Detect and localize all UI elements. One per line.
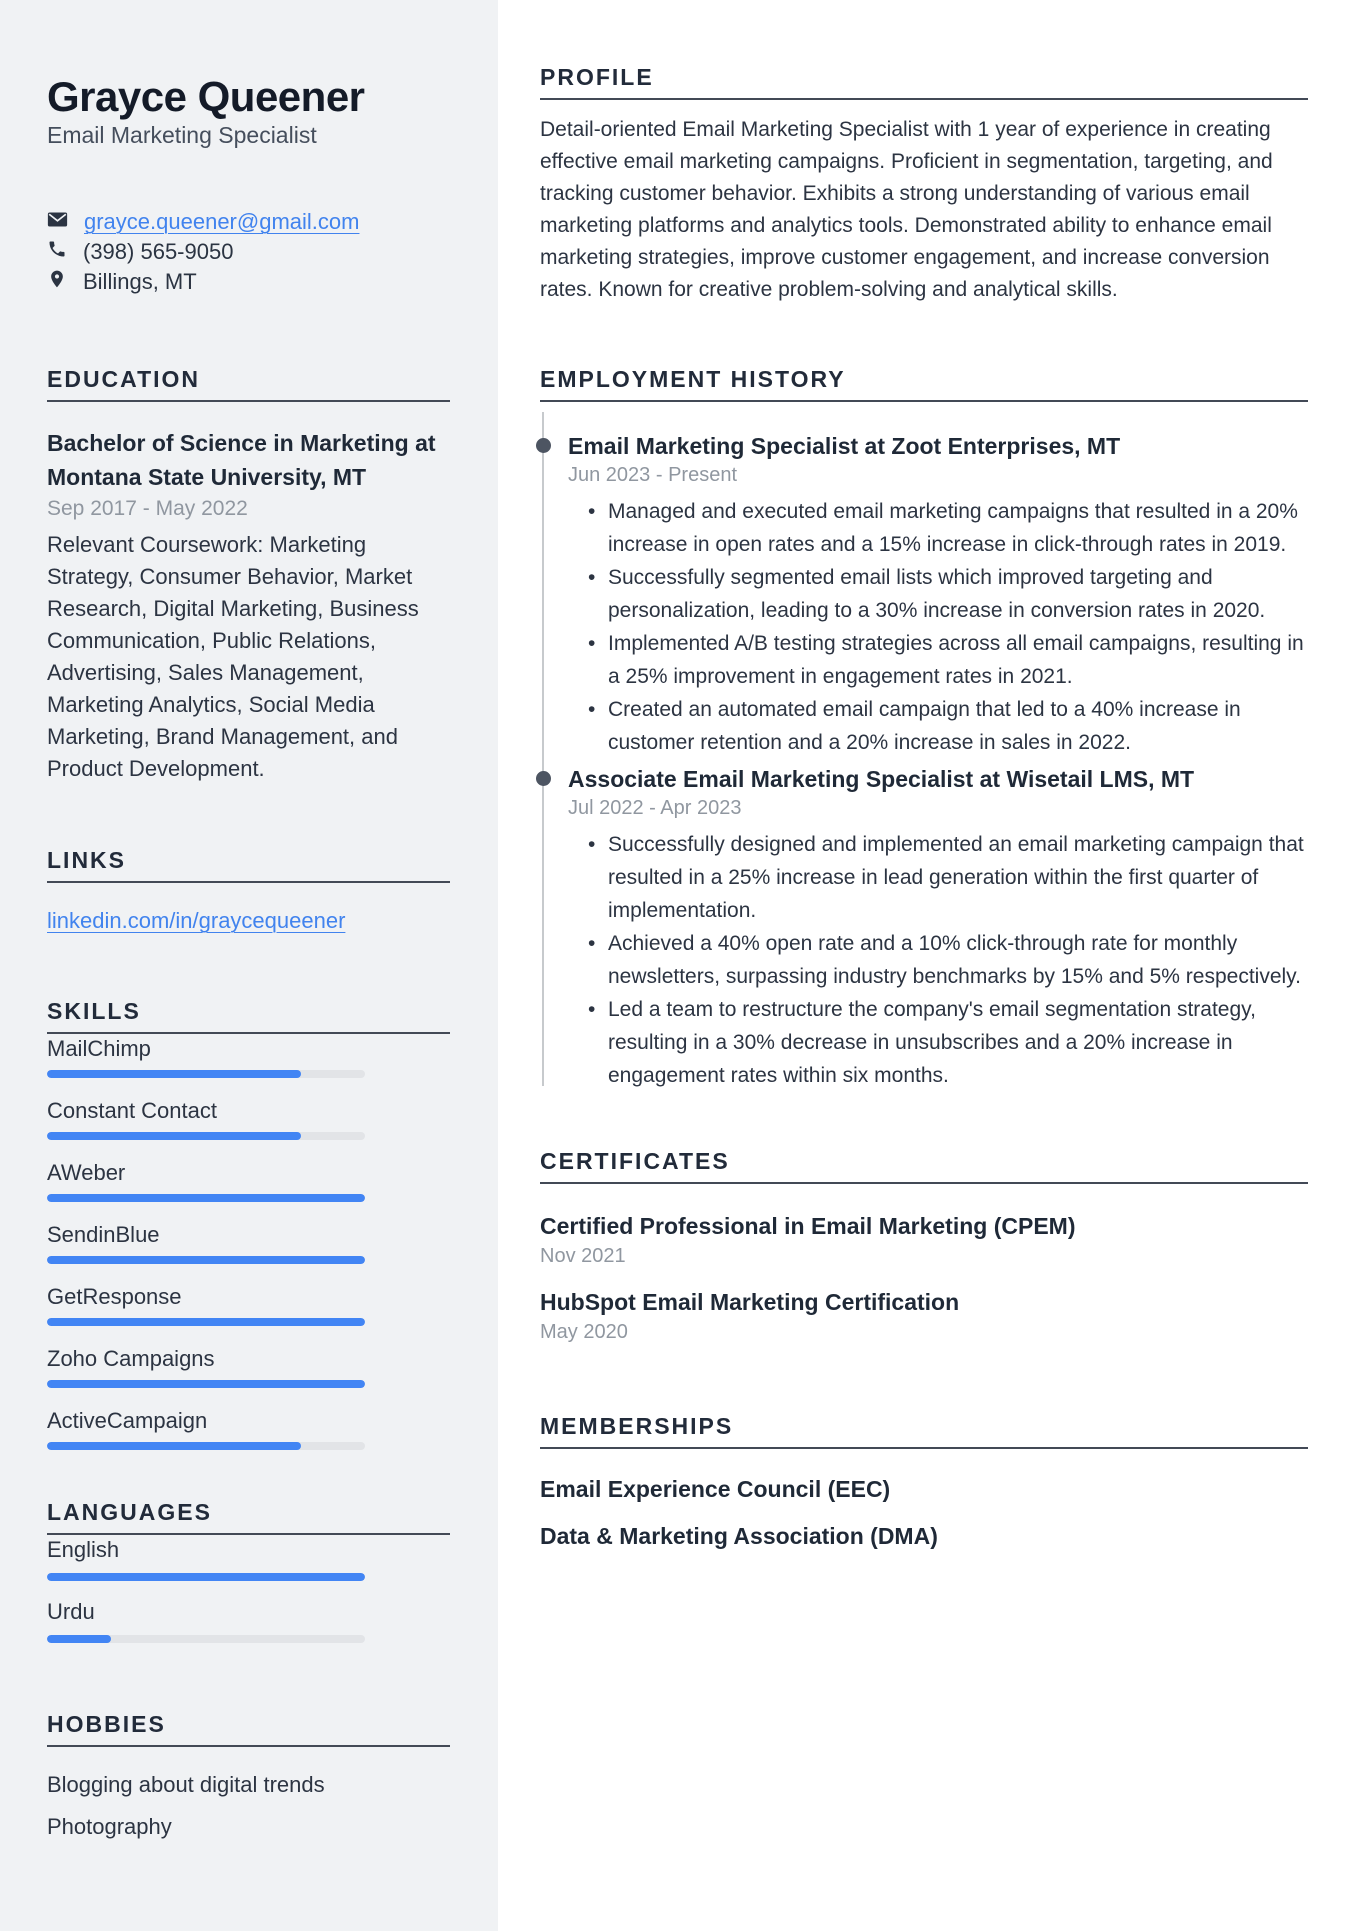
timeline-dot <box>536 771 551 786</box>
membership-item: Data & Marketing Association (DMA) <box>540 1523 938 1549</box>
hobby-item: Photography <box>47 1814 172 1839</box>
skill-progress-track <box>47 1318 365 1326</box>
envelope-icon <box>47 209 68 236</box>
skill-progress-track <box>47 1194 365 1202</box>
language-progress-fill <box>47 1635 111 1643</box>
skill-label: AWeber <box>47 1160 126 1185</box>
coursework-text: Relevant Coursework: Marketing Strategy, Consumer Behavior, Market Research, Digital Marketing, Business Communication, Public Relations, Advertising, Sales Management, Marketing Analytics, Social Media Marketing, Brand Management, and Product Development. <box>47 532 419 781</box>
skill-label: ActiveCampaign <box>47 1408 208 1433</box>
job-bullet: • Achieved a 40% open rate and a 10% click-through rate for monthly newsletters, surpassing industry benchmarks by 15% and 5% respectively. <box>568 927 1308 993</box>
skill-item <box>47 1282 450 1326</box>
skill-progress-track <box>47 1442 365 1450</box>
job-title: Email Marketing Specialist at Zoot Enterprises, MT <box>568 431 1308 461</box>
skill-label: MailChimp <box>47 1036 151 1061</box>
contact-location-row <box>47 267 450 297</box>
job-bullet-list <box>568 495 1308 759</box>
person-name: Grayce Queener <box>47 73 365 120</box>
language-item <box>47 1535 450 1581</box>
skill-progress-fill <box>47 1380 365 1388</box>
skill-progress-fill <box>47 1194 365 1202</box>
profile-heading: PROFILE <box>540 62 1308 100</box>
skill-item <box>47 1158 450 1202</box>
job-dates: Jun 2023 - Present <box>568 464 737 486</box>
job-bullet: • Managed and executed email marketing campaigns that resulted in a 20% increase in open rates and a 15% increase in click-through rates in 2019. <box>568 495 1308 561</box>
skill-progress-track <box>47 1070 365 1078</box>
language-progress-track <box>47 1635 365 1643</box>
languages-heading: LANGUAGES <box>47 1497 450 1535</box>
job-bullet: • Successfully segmented email lists which improved targeting and personalization, leading to a 30% increase in conversion rates in 2020. <box>568 561 1308 627</box>
language-label: Urdu <box>47 1599 95 1624</box>
contact-email-row <box>47 207 450 237</box>
degree-title: Bachelor of Science in Marketing at Montana State University, MT <box>47 430 436 490</box>
job-title: Associate Email Marketing Specialist at Wisetail LMS, MT <box>568 764 1308 794</box>
employment-timeline <box>540 402 1308 1092</box>
main-content <box>540 0 1308 1551</box>
certificate-title: HubSpot Email Marketing Certification <box>540 1289 960 1315</box>
skill-progress-fill <box>47 1256 365 1264</box>
skill-label: GetResponse <box>47 1284 182 1309</box>
education-dates: Sep 2017 - May 2022 <box>47 497 248 520</box>
job-bullet: • Created an automated email campaign that led to a 40% increase in customer retention and a 20% increase in sales in 2022. <box>568 693 1308 759</box>
skill-item <box>47 1220 450 1264</box>
phone-icon <box>47 239 67 265</box>
skill-label: Zoho Campaigns <box>47 1346 215 1371</box>
hobby-item: Blogging about digital trends <box>47 1772 325 1797</box>
skill-progress-track <box>47 1132 365 1140</box>
skill-item <box>47 1406 450 1450</box>
certificates-heading: CERTIFICATES <box>540 1146 1308 1184</box>
job-entry <box>568 431 1308 759</box>
skill-progress-fill <box>47 1318 365 1326</box>
job-bullet: • Successfully designed and implemented an email marketing campaign that resulted in a 25% increase in lead generation within the first quarter of implementation. <box>568 828 1308 927</box>
sidebar <box>0 0 498 1931</box>
job-bullet-list <box>568 828 1308 1092</box>
skill-item <box>47 1344 450 1388</box>
employment-heading: EMPLOYMENT HISTORY <box>540 364 1308 402</box>
skill-item <box>47 1096 450 1140</box>
phone-text: (398) 565-9050 <box>83 239 234 264</box>
job-bullet: • Implemented A/B testing strategies across all email campaigns, resulting in a 25% improvement in engagement rates in 2021. <box>568 627 1308 693</box>
certificate-title: Certified Professional in Email Marketing (CPEM) <box>540 1213 1076 1239</box>
links-heading: LINKS <box>47 845 450 883</box>
job-entry <box>568 764 1308 1092</box>
contact-list <box>47 207 450 297</box>
linkedin-link[interactable]: linkedin.com/in/graycequeener <box>47 908 346 933</box>
job-dates: Jul 2022 - Apr 2023 <box>568 797 742 819</box>
language-label: English <box>47 1537 120 1562</box>
skill-progress-track <box>47 1380 365 1388</box>
membership-item: Email Experience Council (EEC) <box>540 1476 891 1502</box>
profile-text: Detail-oriented Email Marketing Specialist with 1 year of experience in creating effective email marketing campaigns. Proficient in segmentation, targeting, and tracking customer behavior. Exhibits a strong understanding of various email marketing platforms and analytics tools. Demonstrated ability to enhance email marketing strategies, improve customer engagement, and increase conversion rates. Known for creative problem-solving and analytical skills. <box>540 118 1273 301</box>
skill-progress-fill <box>47 1070 301 1078</box>
job-bullet: • Led a team to restructure the company's email segmentation strategy, resulting in a 30% decrease in unsubscribes and a 20% increase in engagement rates within six months. <box>568 993 1308 1092</box>
language-progress-fill <box>47 1573 365 1581</box>
certificate-date: Nov 2021 <box>540 1245 626 1267</box>
skills-heading: SKILLS <box>47 996 450 1034</box>
contact-phone-row <box>47 237 450 267</box>
skill-label: Constant Contact <box>47 1098 217 1123</box>
skill-label: SendinBlue <box>47 1222 160 1247</box>
skill-progress-fill <box>47 1442 301 1450</box>
hobbies-heading: HOBBIES <box>47 1709 450 1747</box>
email-link[interactable]: grayce.queener@gmail.com <box>84 209 360 234</box>
timeline-line <box>542 412 544 1086</box>
memberships-heading: MEMBERSHIPS <box>540 1411 1308 1449</box>
location-pin-icon <box>47 269 67 295</box>
location-text: Billings, MT <box>83 269 197 294</box>
language-item <box>47 1597 450 1643</box>
skill-progress-track <box>47 1256 365 1264</box>
education-heading: EDUCATION <box>47 364 450 402</box>
language-progress-track <box>47 1573 365 1581</box>
timeline-dot <box>536 438 551 453</box>
skill-item <box>47 1034 450 1078</box>
person-job-title: Email Marketing Specialist <box>47 122 317 148</box>
certificate-date: May 2020 <box>540 1321 628 1343</box>
skill-progress-fill <box>47 1132 301 1140</box>
